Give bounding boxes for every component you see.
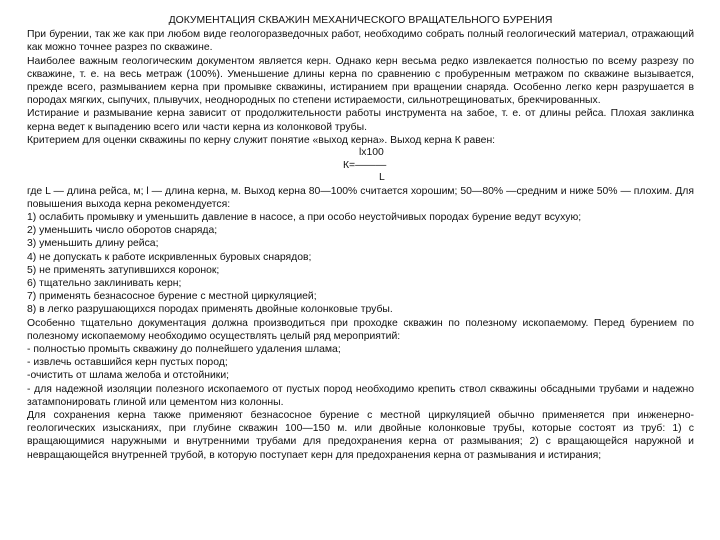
list-item: 7) применять безнасосное бурение с местной циркуляцией;: [27, 291, 317, 303]
list-item: -очистить от шлама желоба и отстойники;: [27, 370, 230, 382]
list-item: 6) тщательно заклинивать керн;: [27, 277, 182, 289]
recommendations-list: [27, 211, 694, 317]
paragraph-core-importance: Наиболее важным геологическим документом является керн. Однако керн весьма редко извлекается полностью по всему разрезу по скважине, т. е. на весь метраж (100%). Уменьшение длины керна по сравнению с пробуренным метражом по скважине вызывается, прежде всего, размыванием керна при промывке скважины, истиранием при вращении снаряда. Особенно легко керн разрушается в породах мягких, сыпучих, плывучих, неоднородных по степени истираемости, сильнотрещиноватых, брекчированных.: [27, 55, 694, 107]
list-item: 4) не допускать к работе искривленных буровых снарядов;: [27, 251, 312, 263]
list-item: - полностью промыть скважину до полнейшего удаления шлама;: [27, 343, 341, 355]
list-item: 1) ослабить промывку и уменьшить давление в насосе, а при особо неустойчивых породах бурение ведут всухую;: [27, 211, 582, 223]
paragraph-core-yield-criterion: Критерием для оценки скважины по керну служит понятие «выход керна». Выход керна К равен:: [27, 134, 496, 146]
core-yield-formula: [343, 147, 403, 185]
paragraph-core-abrasion: Истирание и размывание керна зависит от продолжительности работы инструмента на забое, т. е. от длины рейса. Плохая заклинка керна ведет к выпадению всего или части керна из колонковой трубы.: [27, 108, 694, 133]
list-item: 5) не применять затупившихся коронок;: [27, 264, 220, 276]
paragraph-core-preservation: Для сохранения керна также применяют безнасосное бурение с местной циркуляцией обычно применяется при инженерно-геологических изысканиях, при глубине скважин 100—150 м. или двойные колонковые трубы, которые состоят из труб: 1) с вращающимися наружными и внутренними трубами для предохранения керна от размывания; 2) с вращающейся наружной и невращающейся внутренней трубой, в которую поступает керн для предохранения керна от размывания и истирания;: [27, 409, 694, 461]
formula-fraction-line: К=———: [343, 159, 387, 171]
measures-list: [27, 343, 694, 409]
list-item: - извлечь оставшийся керн пустых пород;: [27, 357, 228, 369]
paragraph-formula-legend: где L — длина рейса, м; l — длина керна, м. Выход керна 80—100% считается хорошим; 50—80% —средним и ниже 50% — плохим. Для повышения выхода керна рекомендуется:: [27, 185, 694, 210]
paragraph-mineral-documentation: Особенно тщательно документация должна производиться при проходке скважин по полезному ископаемому. Перед бурением по полезному ископаемому необходимо осуществлять целый ряд мероприятий:: [27, 317, 694, 342]
document-title: ДОКУМЕНТАЦИЯ СКВАЖИН МЕХАНИЧЕСКОГО ВРАЩАТЕЛЬНОГО БУРЕНИЯ: [168, 15, 553, 26]
paragraph-intro: При бурении, так же как при любом виде геологоразведочных работ, необходимо собрать полный геологический материал, отражающий как можно точнее разрез по скважине.: [27, 29, 694, 54]
list-item: 3) уменьшить длину рейса;: [27, 238, 159, 250]
formula-denominator: L: [379, 172, 385, 184]
list-item: 2) уменьшить число оборотов снаряда;: [27, 225, 218, 237]
list-item: - для надежной изоляции полезного ископаемого от пустых пород необходимо крепить ствол скважины обсадными трубами и надежно затампонировать глиной или цементом низ колонны.: [27, 383, 694, 408]
list-item: 8) в легко разрушающихся породах применять двойные колонковые трубы.: [27, 304, 393, 316]
formula-numerator: lx100: [359, 147, 384, 159]
